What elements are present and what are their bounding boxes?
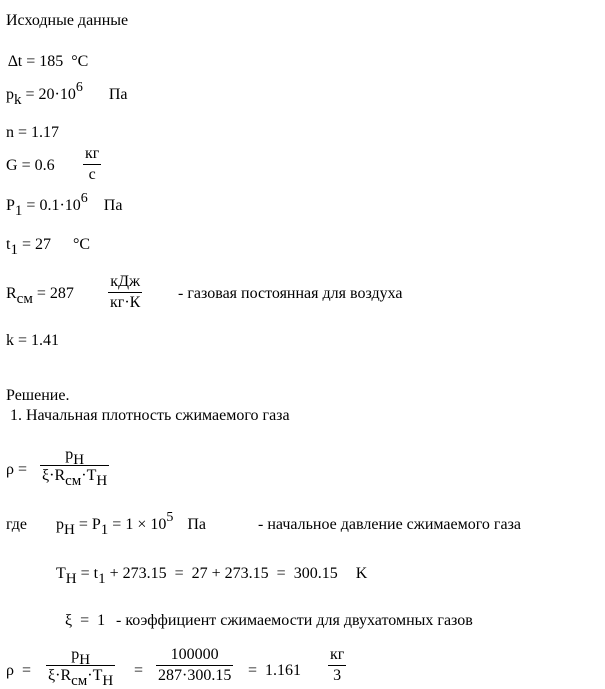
P1-symbol: P xyxy=(6,197,15,214)
G-equals: = xyxy=(21,157,31,174)
given-n: n = 1.17 xyxy=(6,124,60,141)
t1-symbol: t xyxy=(6,236,11,253)
Rsm-value: 287 xyxy=(49,285,74,302)
pk-exponent: 6 xyxy=(75,80,83,95)
rho-calc-unit-denominator: 3 xyxy=(333,667,342,684)
heading: Исходные данные xyxy=(6,12,129,29)
G-symbol: G xyxy=(6,157,18,174)
rho-calc-fraction-1 xyxy=(46,646,115,689)
G-unit-denominator: с xyxy=(88,166,96,183)
pk-unit: Па xyxy=(108,86,128,103)
t1-unit: °C xyxy=(72,236,91,253)
rho-calc-denominator-2: 287·300.15 xyxy=(158,667,232,684)
P1-value: 0.1·10 xyxy=(39,197,81,214)
rho-formula-denominator: ξ·Rсм·TН xyxy=(42,467,108,489)
pk-symbol: p xyxy=(6,86,14,103)
pk-equals: = xyxy=(25,86,35,103)
xi-line: ξ = 1 xyxy=(65,612,106,629)
pH-line: pН = P1 = 1 × 105 Па xyxy=(56,510,206,538)
pk-subscript: k xyxy=(14,92,22,108)
rho-calc-result: = 1.161 xyxy=(248,662,302,679)
given-G xyxy=(6,157,55,175)
G-unit-fraction xyxy=(83,145,101,184)
P1-exponent: 6 xyxy=(80,191,88,206)
dt-value: 185 xyxy=(39,53,64,70)
rho-calc-lhs: ρ = xyxy=(6,662,32,679)
where-label: где xyxy=(6,516,28,533)
solution-title: Решение. xyxy=(6,387,70,404)
rho-formula-fraction xyxy=(40,446,109,489)
Rsm-subscript: см xyxy=(16,291,33,307)
rho-calc-numerator-1: pН xyxy=(46,646,115,666)
given-pk xyxy=(6,80,128,108)
t1-equals: = xyxy=(21,236,31,253)
Rsm-symbol: R xyxy=(6,285,17,302)
TH-line: TН = t1 + 273.15 = 27 + 273.15 = 300.15 K xyxy=(56,565,368,587)
given-k: k = 1.41 xyxy=(6,332,60,349)
Rsm-unit-fraction xyxy=(108,273,142,312)
t1-value: 27 xyxy=(34,236,51,253)
rho-calc-numerator-2: 100000 xyxy=(156,646,233,666)
Rsm-note: - газовая постоянная для воздуха xyxy=(178,285,403,302)
P1-equals: = xyxy=(26,197,36,214)
solution-step-1: 1. Начальная плотность сжимаемого газа xyxy=(10,407,290,424)
Rsm-equals: = xyxy=(36,285,46,302)
rho-formula-numerator: pН xyxy=(40,446,109,466)
dt-unit: °C xyxy=(71,53,89,70)
dt-symbol: ∆t xyxy=(8,53,23,70)
dt-equals: = xyxy=(26,53,36,70)
rho-calc-denominator-1: ξ·Rсм·TН xyxy=(48,667,114,689)
rho-formula-lhs: ρ = xyxy=(6,461,28,478)
rho-calc-unit-fraction xyxy=(328,646,346,685)
given-t1 xyxy=(6,236,91,258)
rho-calc-unit-numerator: кг xyxy=(328,646,346,666)
G-unit-numerator: кг xyxy=(83,145,101,165)
P1-subscript: 1 xyxy=(14,203,23,219)
G-value: 0.6 xyxy=(34,157,55,174)
Rsm-unit-numerator: кДж xyxy=(108,273,142,293)
rho-calc-equals: = xyxy=(134,662,144,679)
given-Rsm xyxy=(6,285,74,307)
P1-unit: Па xyxy=(103,197,123,214)
given-dt xyxy=(8,53,88,71)
xi-note: - коэффициент сжимаемости для двухатомных газов xyxy=(116,612,473,629)
pH-note: - начальное давление сжимаемого газа xyxy=(258,516,521,533)
rho-calc-fraction-2 xyxy=(156,646,233,685)
t1-subscript: 1 xyxy=(10,242,18,258)
pk-value: 20·10 xyxy=(38,86,76,103)
given-P1 xyxy=(6,191,123,219)
Rsm-unit-denominator: кг·К xyxy=(110,294,141,311)
